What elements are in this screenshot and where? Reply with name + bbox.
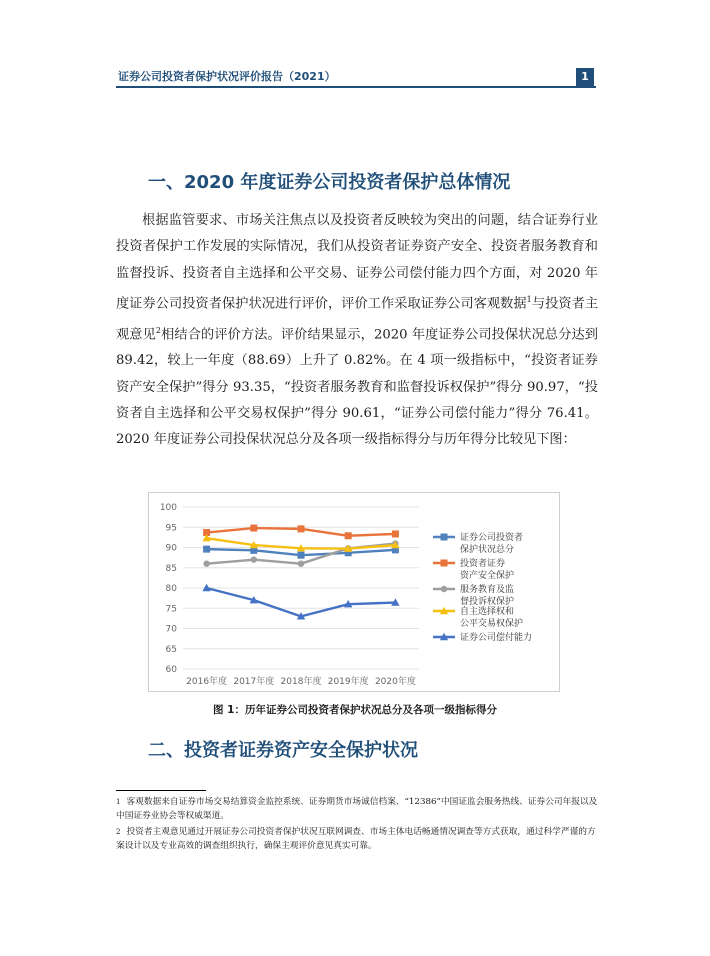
- footnote-number: 2: [116, 828, 121, 836]
- header-title: 证券公司投资者保护状况评价报告（2021）: [118, 70, 336, 83]
- legend-label: 督投诉权保护: [460, 597, 515, 607]
- series-line: [207, 588, 396, 616]
- footnote-text: 客观数据来自证券市场交易结算资金监控系统、证券期货市场诚信档案、“12386”中国证监会服务热线、证券公司年报以及中国证券业协会等权威渠道。: [116, 797, 598, 821]
- x-tick-label: 2016年度: [186, 677, 228, 687]
- legend-label: 资产安全保护: [460, 571, 515, 581]
- score-trend-chart: [148, 492, 560, 692]
- data-point: [203, 546, 210, 553]
- footnote-2: [116, 826, 602, 853]
- y-tick-label: 90: [165, 543, 177, 554]
- data-point: [298, 561, 304, 567]
- x-tick-label: 2020年度: [374, 677, 416, 687]
- legend-label: 证券公司偿付能力: [460, 633, 533, 643]
- footnote-divider: [116, 790, 206, 791]
- legend-label: 公平交易权保护: [460, 619, 524, 629]
- legend-label: 服务教育及监: [460, 585, 515, 595]
- legend-marker: [441, 560, 448, 567]
- legend-label: 证券公司投资者: [460, 533, 524, 543]
- section1-body: [116, 208, 598, 453]
- legend-marker: [441, 586, 447, 592]
- x-tick-label: 2019年度: [327, 677, 369, 687]
- section1-paragraph: [116, 208, 598, 453]
- body-part1: 根据监管要求、市场关注焦点以及投资者反映较为突出的问题，结合证券行业投资者保护工作发展的实际情况，我们从投资者证券资产安全、投资者服务教育和监督投诉、投资者自主选择和公平交易、证券公司偿付能力四个方面，对 2020 年度证券公司投资者保护状况进行评价，评价工作采取证券公司客观数据: [116, 213, 598, 312]
- x-tick-label: 2017年度: [233, 677, 275, 687]
- chart-canvas: [149, 493, 559, 691]
- data-point: [251, 556, 257, 562]
- y-tick-label: 75: [165, 604, 177, 615]
- footnote-ref-1[interactable]: 1: [526, 294, 532, 304]
- footnote-text: 投资者主观意见通过开展证券公司投资者保护状况互联网调查、市场主体电话畅通情况调查等方式获取，通过科学严谨的方案设计以及专业高效的调查组织执行，确保主观评价意见真实可靠。: [116, 827, 596, 851]
- legend-label: 自主选择权和: [460, 607, 515, 617]
- y-tick-label: 60: [165, 665, 177, 675]
- page-number-badge: 1: [576, 68, 594, 86]
- data-point: [392, 530, 399, 537]
- y-tick-label: 65: [165, 644, 177, 655]
- y-tick-label: 100: [159, 503, 177, 513]
- footnotes: [116, 796, 602, 856]
- footnote-number: 1: [116, 798, 121, 806]
- data-point: [298, 525, 305, 532]
- legend-marker: [441, 534, 448, 541]
- data-point: [250, 525, 257, 532]
- data-point: [203, 561, 209, 567]
- y-tick-label: 70: [165, 624, 177, 635]
- body-part3: 相结合的评价方法。评价结果显示，2020 年度证券公司投保状况总分达到 89.42，较上一年度（88.69）上升了 0.82%。在 4 项一级指标中，“投资者证券资产安全保护”得分 93.35，“投资者服务教育和监督投诉权保护”得分 90.97，“投资者自主选择和公平交易权保护”得分 90.61，“证券公司偿付能力”得分 76.41。2020 年度证券公司投保状况总分及各项一级指标得分与历年得分比较见下图：: [116, 326, 598, 448]
- section2-heading: 二、投资者证券资产安全保护状况: [148, 740, 418, 761]
- data-point: [345, 532, 352, 539]
- legend-label: 投资者证券: [460, 559, 506, 569]
- footnote-ref-2[interactable]: 2: [155, 325, 162, 335]
- figure-caption: 图 1：历年证券公司投资者保护状况总分及各项一级指标得分: [213, 704, 497, 716]
- y-tick-label: 95: [165, 523, 177, 534]
- body-part2: 与投资者主观意见: [116, 296, 599, 342]
- y-tick-label: 80: [165, 584, 177, 594]
- y-tick-label: 85: [165, 563, 177, 574]
- legend-label: 保护状况总分: [460, 545, 515, 555]
- header-divider: [116, 86, 596, 88]
- footnote-1: [116, 796, 602, 823]
- section1-heading: 一、2020 年度证券公司投资者保护总体情况: [148, 172, 511, 193]
- data-point: [298, 552, 305, 559]
- x-tick-label: 2018年度: [280, 677, 322, 687]
